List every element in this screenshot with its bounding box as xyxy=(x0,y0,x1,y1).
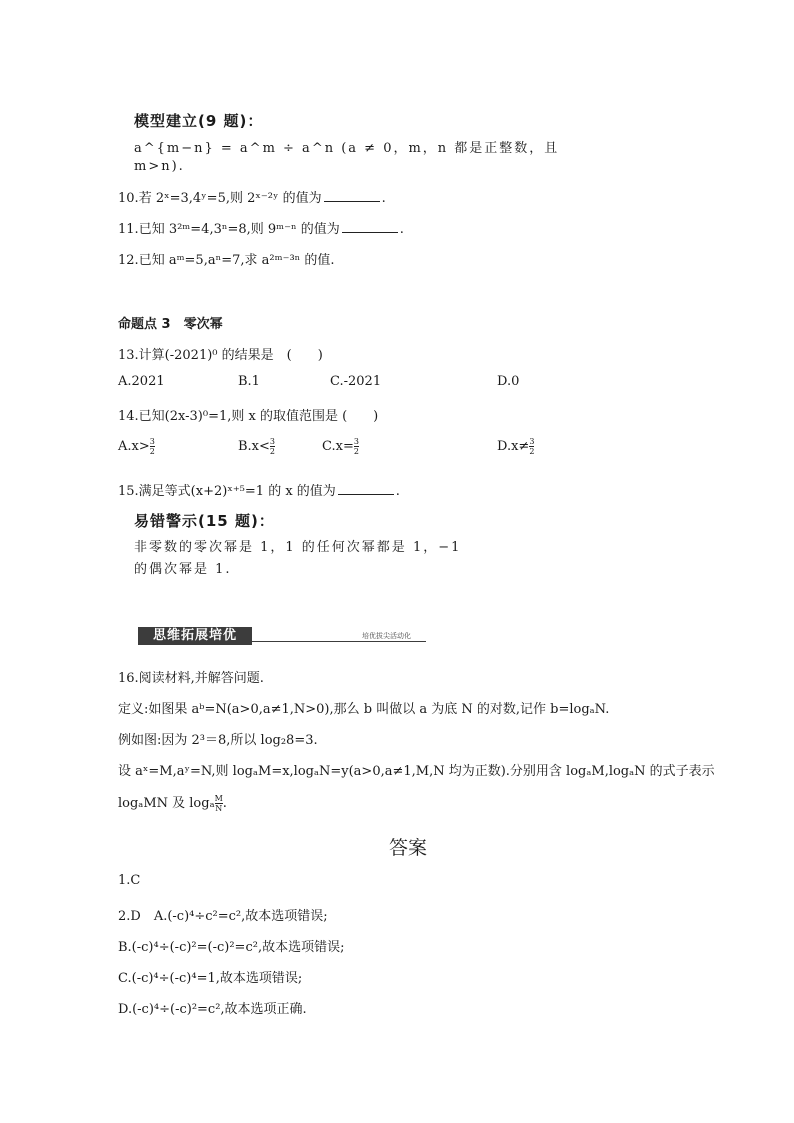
q14-option-a-label: A.x> xyxy=(118,439,150,454)
banner-subtitle: 培优拔尖活动化 xyxy=(362,632,411,640)
q14-option-b-label: B.x< xyxy=(238,439,270,454)
fraction-numerator: 3 xyxy=(353,437,359,446)
fraction-denominator: 2 xyxy=(149,447,155,456)
fraction xyxy=(354,437,359,456)
fraction-denominator: 2 xyxy=(353,447,359,456)
q14-option-b xyxy=(238,437,275,456)
question-16-definition: 定义:如图果 aᵇ=N(a>0,a≠1,N>0),那么 b 叫做以 a 为底 N 的对数,记作 b=logₐN. xyxy=(118,702,610,717)
question-12-text: 已知 aᵐ=5,aⁿ=7,求 a²ᵐ⁻³ⁿ 的值. xyxy=(138,253,335,268)
fraction xyxy=(529,437,534,456)
answers-title: 答案 xyxy=(389,837,428,859)
section-banner: 思维拓展培优 xyxy=(138,627,252,645)
question-16-intro: 16.阅读材料,并解答问题. xyxy=(118,671,264,686)
question-11-end: . xyxy=(399,222,404,237)
answer-blank xyxy=(342,222,398,233)
q13-option-c: C.-2021 xyxy=(330,374,382,389)
question-11 xyxy=(118,218,404,237)
question-16-task-end: . xyxy=(222,796,227,811)
fraction xyxy=(270,437,275,456)
q14-option-c-label: C.x= xyxy=(322,439,354,454)
question-10-end: . xyxy=(381,191,386,206)
answer-blank xyxy=(338,484,394,495)
fraction xyxy=(150,437,155,456)
fraction-numerator: 3 xyxy=(529,437,535,446)
question-16-example: 例如图:因为 2³＝8,所以 log₂8=3. xyxy=(118,733,318,748)
question-16-setup: 设 aˣ=M,aʸ=N,则 logₐM=x,logₐN=y(a>0,a≠1,M,N 均为正数).分别用含 logₐM,logₐN 的式子表示 xyxy=(118,764,715,779)
q13-option-a: A.2021 xyxy=(118,374,165,389)
error-tip-heading: 易错警示(15 题)： xyxy=(134,512,275,530)
error-tip-line2: 的偶次幂是 1. xyxy=(134,562,232,577)
fraction-denominator: N xyxy=(215,804,223,813)
question-16-task xyxy=(118,792,227,813)
answer-blank xyxy=(324,191,380,202)
q13-option-b: B.1 xyxy=(238,374,260,389)
q14-option-d-label: D.x≠ xyxy=(497,439,530,454)
answer-line: B.(-c)⁴÷(-c)²=(-c)²=c²,故本选项错误; xyxy=(118,940,345,955)
question-13: 13.计算(-2021)⁰ 的结果是 ( ) xyxy=(118,348,323,363)
q13-option-d: D.0 xyxy=(497,374,520,389)
fraction-denominator: 2 xyxy=(529,447,535,456)
question-10 xyxy=(118,187,386,206)
fraction-numerator: 3 xyxy=(269,437,276,446)
fraction xyxy=(215,794,223,813)
model-tip-line2: m>n). xyxy=(134,159,185,174)
q14-option-d xyxy=(497,437,534,456)
question-10-text: 若 2ˣ=3,4ʸ=5,则 2ˣ⁻²ʸ 的值为 xyxy=(138,191,322,206)
section-title: 命题点 3 零次幂 xyxy=(118,317,223,332)
model-tip-line1: a^{m−n} = a^m ÷ a^n (a ≠ 0，m，n 都是正整数，且 xyxy=(134,141,560,156)
answer-line: 2.D A.(-c)⁴÷c²=c²,故本选项错误; xyxy=(118,909,328,924)
answer-line: D.(-c)⁴÷(-c)²=c²,故本选项正确. xyxy=(118,1002,307,1017)
question-12 xyxy=(118,249,335,268)
question-11-number: 11. xyxy=(118,222,139,237)
q14-option-a xyxy=(118,437,155,456)
error-tip-line1: 非零数的零次幂是 1，1 的任何次幂都是 1，−1 xyxy=(134,540,462,555)
fraction-numerator: M xyxy=(214,794,223,803)
model-tip-heading: 模型建立(9 题)： xyxy=(134,112,264,130)
q14-option-c xyxy=(322,437,359,456)
question-16-task-text: logₐMN 及 logₐ xyxy=(118,796,215,811)
question-15-end: . xyxy=(395,484,400,499)
fraction-numerator: 3 xyxy=(149,437,155,446)
question-15 xyxy=(118,480,400,499)
question-12-number: 12. xyxy=(118,253,139,268)
question-14: 14.已知(2x-3)⁰=1,则 x 的取值范围是 ( ) xyxy=(118,409,379,424)
fraction-denominator: 2 xyxy=(269,447,276,456)
question-15-text: 15.满足等式(x+2)ˣ⁺⁵=1 的 x 的值为 xyxy=(118,484,336,499)
question-10-number: 10. xyxy=(118,191,139,206)
answer-line: 1.C xyxy=(118,873,141,888)
banner-divider xyxy=(252,641,426,642)
answer-line: C.(-c)⁴÷(-c)⁴=1,故本选项错误; xyxy=(118,971,303,986)
question-11-text: 已知 3²ᵐ=4,3ⁿ=8,则 9ᵐ⁻ⁿ 的值为 xyxy=(138,222,340,237)
